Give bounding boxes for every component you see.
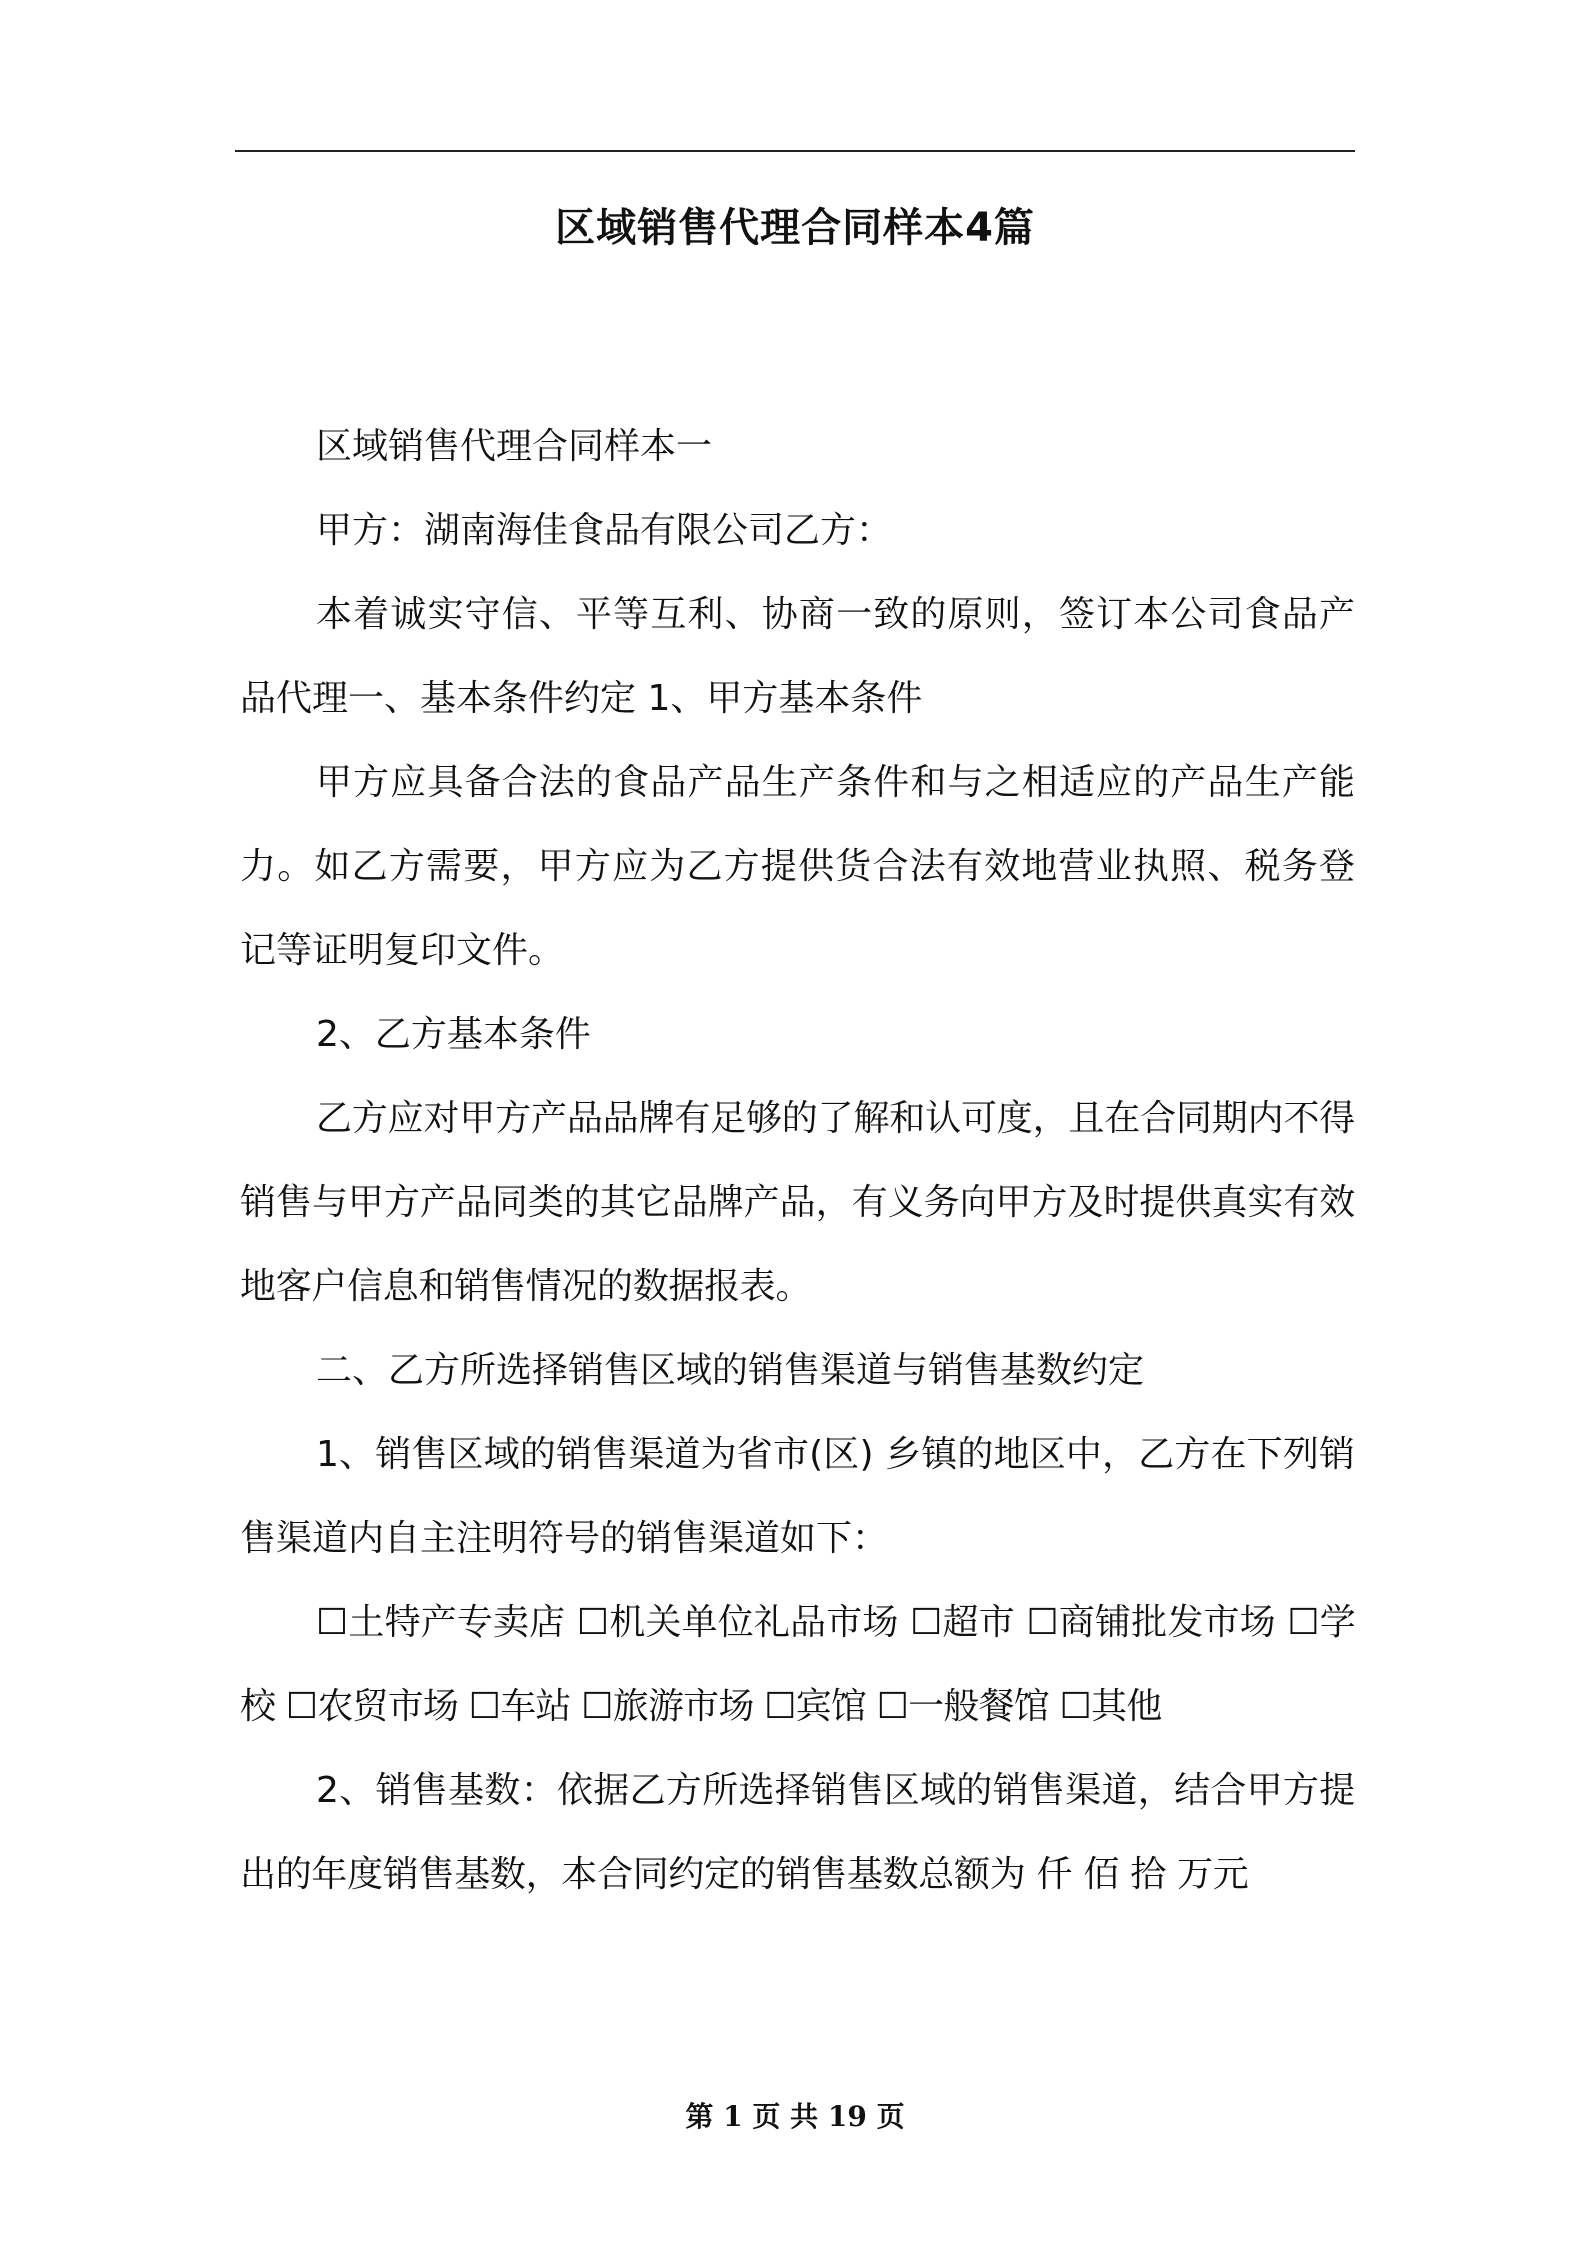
clause-heading: 2、乙方基本条件 bbox=[316, 1014, 591, 1055]
clause-heading: 二、乙方所选择销售区域的销售渠道与销售基数约定 bbox=[316, 1350, 1145, 1391]
page-number: 第 1 页 共 19 页 bbox=[685, 2100, 905, 2133]
document-title: 区域销售代理合同样本4篇 bbox=[555, 205, 1035, 251]
channel-checklist: ☐土特产专卖店 ☐机关单位礼品市场 ☐超市 ☐商铺批发市场 ☐学校 ☐农贸市场 ☐车站 ☐旅游市场 ☐宾馆 ☐一般餐馆 ☐其他 bbox=[240, 1602, 1355, 1727]
paragraph: 乙方应对甲方产品品牌有足够的了解和认可度，且在合同期内不得销售与甲方产品同类的其它品牌产品，有义务向甲方及时提供真实有效地客户信息和销售情况的数据报表。 bbox=[240, 1098, 1355, 1307]
paragraph: 2、销售基数：依据乙方所选择销售区域的销售渠道，结合甲方提出的年度销售基数，本合同约定的销售基数总额为 仟 佰 拾 万元 bbox=[240, 1770, 1355, 1895]
paragraph: 本着诚实守信、平等互利、协商一致的原则，签订本公司食品产品代理一、基本条件约定 1、甲方基本条件 bbox=[240, 594, 1355, 719]
header-rule bbox=[235, 150, 1355, 152]
party-line: 甲方：湖南海佳食品有限公司乙方： bbox=[316, 510, 893, 551]
section-heading: 区域销售代理合同样本一 bbox=[316, 426, 713, 467]
paragraph: 甲方应具备合法的食品产品生产条件和与之相适应的产品生产能力。如乙方需要，甲方应为乙方提供货合法有效地营业执照、税务登记等证明复印文件。 bbox=[240, 762, 1355, 971]
paragraph: 1、销售区域的销售渠道为省市(区) 乡镇的地区中，乙方在下列销售渠道内自主注明符号的销售渠道如下： bbox=[240, 1434, 1355, 1559]
document-body bbox=[240, 405, 1355, 1917]
